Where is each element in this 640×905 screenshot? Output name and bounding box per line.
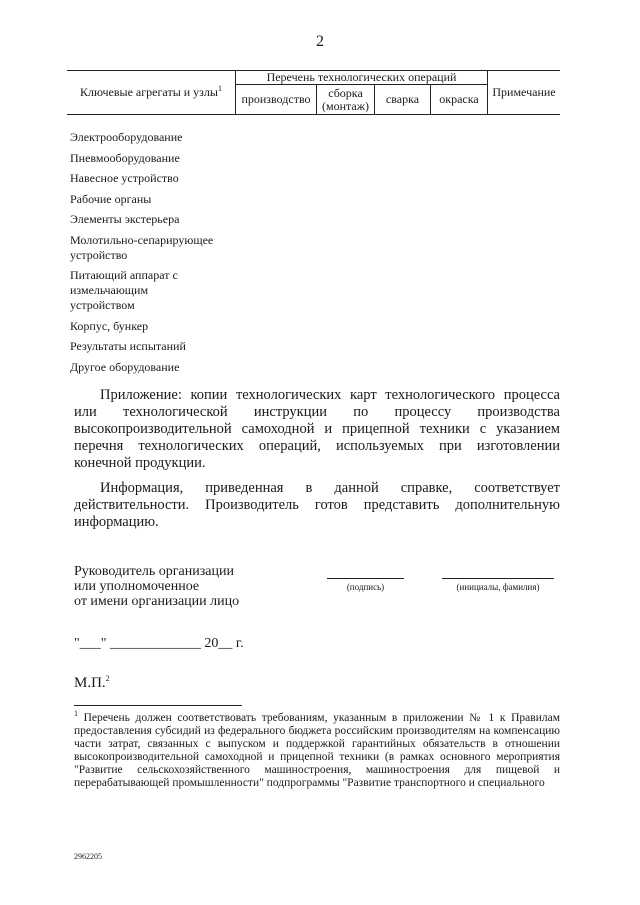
signatory-block [74, 564, 274, 609]
header-painting: окраска [431, 85, 488, 115]
signatory-line: Руководитель организации [74, 564, 234, 579]
signatory-line: от имени организации лицо [74, 594, 240, 609]
footnote: $^1$ Перечень должен соответствовать требованиям, указанным в приложении № 1 к Правилам предоставления субсидий из федерального бюджета российским производителям на компенсацию части затрат, связанных с выпуском и поддержкой гарантийных обязательств в отношении высокопроизводительной самоходной и прицепной техники (в рамках основного мероприятия "Развитие сельскохозяйственного машиностроения, машиностроения для пищевой и перерабатывающей промышленности" подпрограммы "Развитие транспортного и специального [74, 709, 560, 789]
operations-table [67, 70, 560, 115]
stamp-label: М.П.$^2$ [74, 674, 110, 691]
list-item: Питающий аппарат с измельчающим устройством [70, 268, 178, 312]
list-item: Навесное устройство [70, 171, 179, 185]
list-item: Рабочие органы [70, 191, 152, 206]
name-line [442, 578, 554, 579]
list-item: Другое оборудование [70, 359, 180, 374]
header-note: Примечание [488, 71, 561, 115]
page-number: 2 [316, 33, 324, 50]
signature-line [327, 578, 404, 579]
list-item: Молотильно-сепарирующее устройство [70, 232, 214, 262]
header-ops-group: Перечень технологических операций [236, 71, 488, 85]
header-welding: сварка [375, 85, 431, 115]
footnote-divider [74, 705, 242, 706]
info-paragraph: Информация, приведенная в данной справке, соответствует действительности. Производитель готов представить дополнительную информацию. [74, 480, 560, 530]
appendix-paragraph: Приложение: копии технологических карт технологического процесса или технологической инструкции по процессу производства высокопроизводительной самоходной и прицепной техники с указанием перечня технологических операций, используемых при изготовлении конечной продукции. [74, 387, 560, 471]
header-units: Ключевые агрегаты и узлы$^1$ [67, 71, 236, 115]
list-item: Электрооборудование [70, 130, 183, 144]
document-code: 2962205 [74, 852, 102, 861]
header-production: производство [236, 85, 317, 115]
date-line: "___" _____________ 20__ г. [74, 636, 244, 651]
footnote-marker: 1 [74, 709, 78, 719]
list-item: Пневмооборудование [70, 150, 180, 165]
components-list [70, 130, 240, 380]
signature-caption: (подпись) [346, 582, 385, 592]
list-item: Элементы экстерьера [70, 212, 180, 226]
name-caption: (инициалы, фамилия) [456, 582, 540, 592]
signatory-line: или уполномоченное [74, 579, 200, 594]
list-item: Результаты испытаний [70, 339, 186, 353]
list-item: Корпус, бункер [70, 318, 149, 333]
header-assembly: сборка (монтаж) [317, 85, 375, 115]
